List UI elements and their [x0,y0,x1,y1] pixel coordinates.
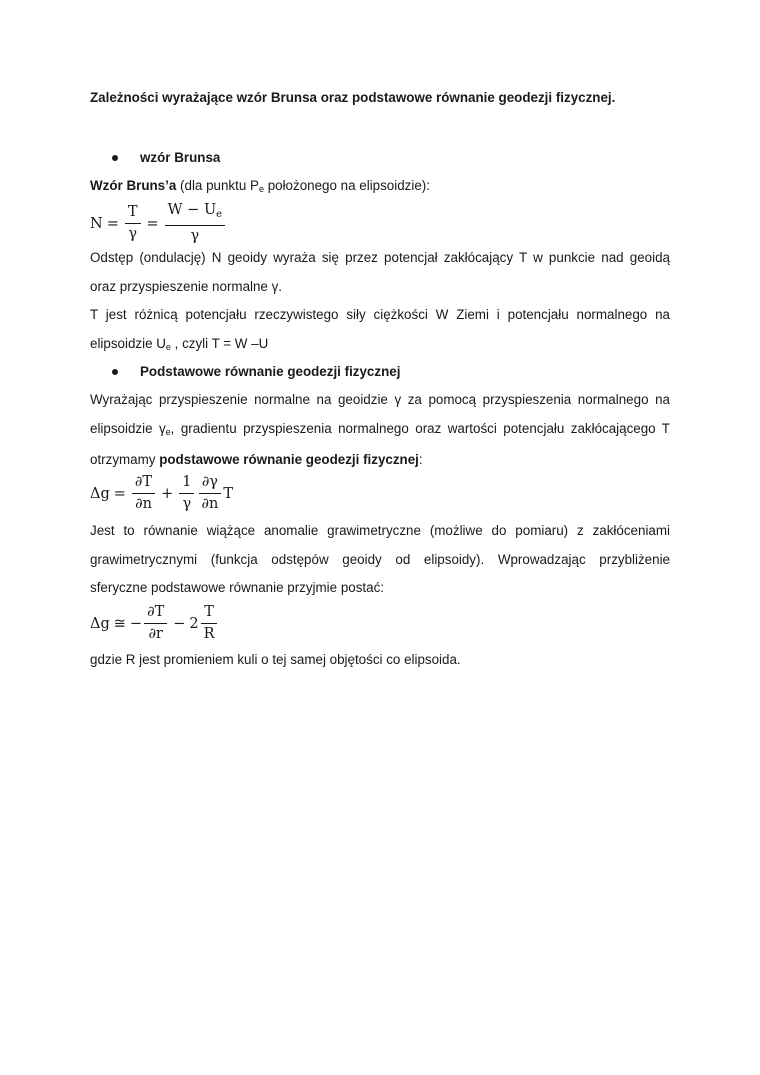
fundamental-equation: Δg = $\frac{\partial T}{\partial n}$ + $\frac{1}{\gamma}$ $\frac{\partial\gamma}{\partial n}$ T [90,474,233,512]
paragraph-roznica-potencjalu: T jest różnicą potencjału rzeczywistego siły ciężkości W Ziemi i potencjału normalnego na elipsoidzie $U_e$ , czyli T = W –U [90,307,670,352]
bullet-icon [112,369,118,375]
bullet-icon [112,155,118,161]
bruns-formula: N = $\frac{T}{\gamma}$ = $\frac{W - U_e}{\gamma}$ [90,202,670,245]
document-title: Zależności wyrażające wzór Brunsa oraz podstawowe równanie geodezji fizycznej. [90,90,616,105]
paragraph-anomalie: Jest to równanie wiążące anomalie grawimetryczne (możliwe do pomiaru) z zakłóceniami grawimetrycznymi (funkcja odstępów geoidy od elipsoidy). Wprowadzając przybliżenie sferyczne podstawowe równanie przyjmie postać: [90,523,670,595]
fraction: $\frac{T}{\gamma}$ [125,204,141,243]
spherical-approximation-equation: Δg ≅ − $\frac{\partial T}{\partial r}$ − 2 $\frac{T}{R}$ [90,604,670,643]
fraction: $\frac{1}{\gamma}$ [179,474,194,513]
fraction: $\frac{T}{R}$ [201,604,218,643]
bruns-intro-bold: Wzór Bruns’a [90,178,177,193]
fraction: $\frac{\partial\gamma}{\partial n}$ [198,474,221,513]
bruns-intro: Wzór Bruns’a (dla punktu $P_e$ położonego na elipsoidzie): [90,178,430,194]
paragraph-wyrazajac: Wyrażając przyspieszenie normalne na geoidzie γ za pomocą przyspieszenia normalnego na elipsoidzie $\gamma_e$, gradientu przyspieszenia normalnego oraz wartości potencjału zakłócającego T otrzymamy podstawowe równanie geodezji fizycznej: [90,392,670,467]
paragraph-ondulacja: Odstęp (ondulację) N geoidy wyraża się przez potencjał zakłócający T w punkcie nad geoidą oraz przyspieszenie normalne γ. [90,250,670,294]
bullet-podstawowe-rownanie [112,364,692,379]
bullet-label: wzór Brunsa [140,150,221,165]
fraction: $\frac{\partial T}{\partial n}$ [132,474,155,513]
fraction: $\frac{W - U_e}{\gamma}$ [165,202,225,245]
paragraph-promien-kuli: gdzie R jest promieniem kuli o tej samej objętości co elipsoida. [90,652,461,667]
bullet-wzor-brunsa [112,150,692,165]
fraction: $\frac{\partial T}{\partial r}$ [144,604,167,643]
bullet-label: Podstawowe równanie geodezji fizycznej [140,364,401,379]
